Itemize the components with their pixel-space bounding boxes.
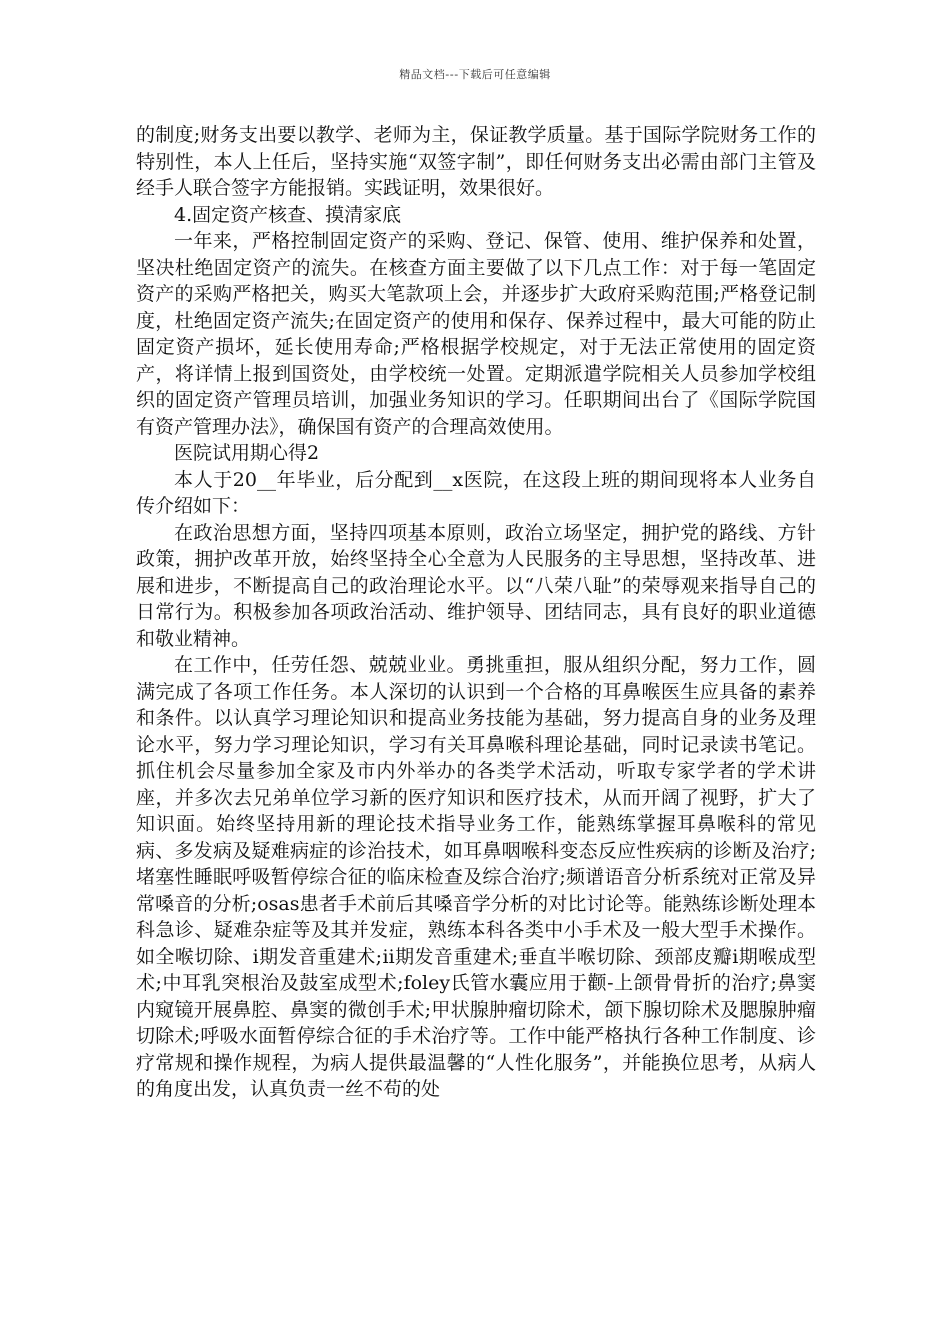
paragraph-3: 本人于20__年毕业，后分配到__x医院，在这段上班的期间现将本人业务自传介绍如下： <box>136 468 816 517</box>
page-header: 精品文档---下载后可任意编辑 <box>399 68 551 81</box>
paragraph-2: 一年来，严格控制固定资产的采购、登记、保管、使用、维护保养和处置，坚决杜绝固定资产的流失。在核查方面主要做了以下几点工作：对于每一笔固定资产的采购严格把关，购买大笔款项上会，并逐步扩大政府采购范围;严格登记制度，杜绝固定资产流失;在固定资产的使用和保存、保养过程中，最大可能的防止固定资产损坏，延长使用寿命;严格根据学校规定，对于无法正常使用的固定资产，将详情上报到国资处，由学校统一处置。定期派遣学院相关人员参加学校组织的固定资产管理员培训，加强业务知识的学习。任职期间出台了《国际学院国有资产管理办法》，确保国有资产的合理高效使用。 <box>136 230 816 438</box>
section-heading-hospital: 医院试用期心得2 <box>174 442 320 464</box>
section-heading-fixed-assets: 4.固定资产核查、摸清家底 <box>174 203 402 226</box>
paragraph-4: 在政治思想方面，坚持四项基本原则，政治立场坚定，拥护党的路线、方针政策，拥护改革开放，始终坚持全心全意为人民服务的主导思想，坚持改革、进展和进步，不断提高自己的政治理论水平。以“八荣八耻”的荣辱观来指导自己的日常行为。积极参加各项政治活动、维护领导、团结同志，具有良好的职业道德和敬业精神。 <box>136 521 816 650</box>
paragraph-5: 在工作中，任劳任怨、兢兢业业。勇挑重担，服从组织分配，努力工作，圆满完成了各项工作任务。本人深切的认识到一个合格的耳鼻喉医生应具备的素养和条件。以认真学习理论知识和提高业务技能为基础，努力提高自身的业务及理论水平，努力学习理论知识，学习有关耳鼻喉科理论基础，同时记录读书笔记。抓住机会尽量参加全家及市内外举办的各类学术活动，听取专家学者的学术讲座，并多次去兄弟单位学习新的医疗知识和医疗技术，从而开阔了视野，扩大了知识面。始终坚持用新的理论技术指导业务工作，能熟练掌握耳鼻喉科的常见病、多发病及疑难病症的诊治技术，如耳鼻咽喉科变态反应性疾病的诊断及治疗;堵塞性睡眠呼吸暂停综合征的临床检查及综合治疗;频谱语音分析系统对正常及异常嗓音的分析;osas患者手术前后其嗓音学分析的对比讨论等。能熟练诊断处理本科急诊、疑难杂症等及其并发症，熟练本科各类中小手术及一般大型手术操作。如全喉切除、ⅰ期发音重建术;ⅱ期发音重建术;垂直半喉切除、颈部皮瓣ⅰ期喉成型术;中耳乳突根治及鼓室成型术;foley氏管水囊应用于颧-上颌骨骨折的治疗;鼻窦内窥镜开展鼻腔、鼻窦的微创手术;甲状腺肿瘤切除术，颌下腺切除术及腮腺肿瘤切除术;呼吸水面暂停综合征的手术治疗等。工作中能严格执行各种工作制度、诊疗常规和操作规程，为病人提供最温馨的“人性化服务”，并能换位思考，从病人的角度出发，认真负责一丝不苟的处 <box>136 654 816 1100</box>
document-body <box>136 122 816 1103</box>
paragraph-1: 的制度;财务支出要以教学、老师为主，保证教学质量。基于国际学院财务工作的特别性，本人上任后，坚持实施“双签字制”，即任何财务支出必需由部门主管及经手人联合签字方能报销。实践证明，效果很好。 <box>136 124 816 199</box>
